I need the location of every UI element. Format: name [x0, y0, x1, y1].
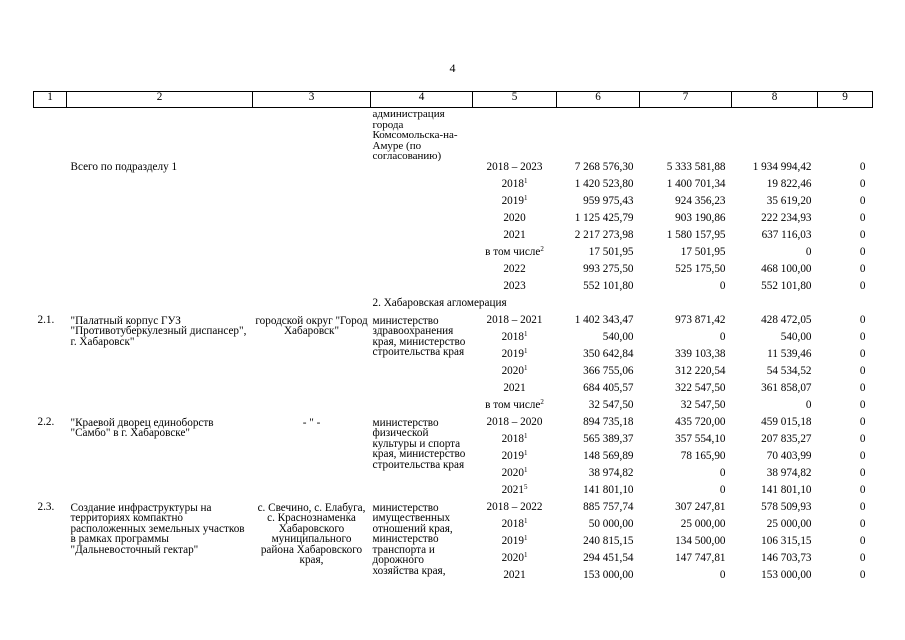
year-label: 2020	[501, 466, 524, 479]
year-label: 2018 – 2022	[486, 500, 543, 513]
footnote-mark: 1	[523, 533, 528, 542]
item-name: "Палатный корпус ГУЗ "Противотуберкулезный диспансер", г. Хабаровск"	[70, 314, 247, 348]
amount-c9: 0	[859, 313, 866, 326]
amount-c9: 0	[859, 534, 866, 547]
section-title-row	[34, 298, 873, 315]
amount-c8: 11 539,46	[767, 347, 812, 360]
amount-c7: 973 871,42	[675, 313, 726, 326]
amount-c9: 0	[859, 483, 866, 496]
item-municipality: - " -	[302, 416, 321, 429]
amount-c8: 552 101,80	[761, 279, 812, 292]
item-number: 2.2.	[37, 415, 55, 428]
footnote-mark: 1	[523, 363, 528, 372]
footnote-mark: 1	[523, 516, 528, 525]
footnote-mark: 2	[540, 244, 544, 253]
column-header: 4	[371, 92, 473, 108]
year-cell	[473, 176, 557, 196]
year-label: 2020	[501, 551, 524, 564]
year-cell	[473, 264, 557, 281]
amount-c6: 1 402 343,47	[574, 313, 634, 326]
amount-c8: 222 234,93	[761, 211, 812, 224]
amount-c6: 1 420 523,80	[574, 177, 634, 190]
year-cell	[473, 417, 557, 434]
amount-c6: 2 217 273,98	[574, 228, 634, 241]
amount-c8: 70 403,99	[766, 449, 812, 462]
amount-c7: 0	[719, 279, 726, 292]
table-row	[34, 247, 873, 264]
table-row	[34, 417, 873, 434]
amount-c8: 459 015,18	[761, 415, 812, 428]
amount-c7: 924 356,23	[675, 194, 726, 207]
year-label: 2021	[503, 568, 526, 581]
year-label: 2020	[503, 211, 526, 224]
amount-c7: 25 000,00	[680, 517, 726, 530]
amount-c8: 578 509,93	[761, 500, 812, 513]
footnote-mark: 5	[523, 482, 528, 491]
table-row	[34, 179, 873, 196]
amount-c7: 1 580 157,95	[666, 228, 726, 241]
year-label: 2021	[503, 381, 526, 394]
item-number: 2.3.	[37, 500, 55, 513]
footnote-mark: 1	[523, 465, 528, 474]
amount-c9: 0	[859, 449, 866, 462]
table-row	[34, 230, 873, 247]
amount-c7: 17 501,95	[680, 245, 726, 258]
year-label: 2018 – 2020	[486, 415, 543, 428]
year-cell	[473, 315, 557, 332]
year-cell	[473, 482, 557, 502]
amount-c8: 468 100,00	[761, 262, 812, 275]
year-label: в том числе	[485, 398, 541, 411]
year-cell	[473, 431, 557, 451]
year-cell	[473, 533, 557, 553]
amount-c7: 1 400 701,34	[666, 177, 726, 190]
year-cell	[473, 363, 557, 383]
column-header: 9	[818, 92, 873, 108]
year-label: 2019	[501, 347, 524, 360]
column-header: 8	[732, 92, 818, 108]
column-header-row	[34, 92, 873, 108]
year-cell	[473, 397, 557, 417]
amount-c7: 5 333 581,88	[666, 160, 726, 173]
year-label: 2018 – 2023	[486, 160, 543, 173]
item-number: 2.1.	[37, 313, 55, 326]
column-header: 3	[253, 92, 371, 108]
amount-c8: 153 000,00	[761, 568, 812, 581]
amount-c9: 0	[859, 177, 866, 190]
amount-c9: 0	[859, 330, 866, 343]
footnote-mark: 1	[523, 431, 528, 440]
table-row	[34, 315, 873, 332]
amount-c7: 322 547,50	[675, 381, 726, 394]
item-executor: министерство имущественных отношений края, министерство транспорта и дорожного хозяйства края,	[372, 501, 453, 577]
amount-c7: 525 175,50	[675, 262, 726, 275]
amount-c6: 294 451,54	[583, 551, 634, 564]
year-cell	[473, 570, 557, 587]
carry-over-row	[34, 108, 873, 162]
footnote-mark: 1	[523, 329, 528, 338]
footnote-mark: 2	[540, 397, 544, 406]
amount-c9: 0	[859, 347, 866, 360]
column-header: 2	[67, 92, 253, 108]
amount-c6: 959 975,43	[583, 194, 634, 207]
amount-c8: 38 974,82	[766, 466, 812, 479]
amount-c8: 25 000,00	[766, 517, 812, 530]
year-cell	[473, 550, 557, 570]
year-cell	[473, 244, 557, 264]
amount-c6: 885 757,74	[583, 500, 634, 513]
year-cell	[473, 329, 557, 349]
amount-c6: 240 815,15	[583, 534, 634, 547]
amount-c6: 17 501,95	[588, 245, 634, 258]
footnote-mark: 1	[523, 550, 528, 559]
amount-c7: 32 547,50	[680, 398, 726, 411]
amount-c7: 0	[719, 466, 726, 479]
amount-c8: 361 858,07	[761, 381, 812, 394]
amount-c9: 0	[859, 500, 866, 513]
amount-c6: 894 735,18	[583, 415, 634, 428]
year-cell	[473, 213, 557, 230]
amount-c9: 0	[859, 415, 866, 428]
amount-c9: 0	[859, 364, 866, 377]
amount-c6: 141 801,10	[583, 483, 634, 496]
table-row	[34, 502, 873, 519]
amount-c6: 684 405,57	[583, 381, 634, 394]
amount-c8: 0	[805, 245, 812, 258]
amount-c7: 339 103,38	[675, 347, 726, 360]
amount-c9: 0	[859, 568, 866, 581]
amount-c7: 312 220,54	[675, 364, 726, 377]
year-label: 2018 – 2021	[486, 313, 543, 326]
amount-c9: 0	[859, 381, 866, 394]
amount-c6: 540,00	[602, 330, 634, 343]
amount-c6: 50 000,00	[588, 517, 634, 530]
item-executor: министерство физической культуры и спорта края, министерство строительства края	[372, 416, 466, 471]
amount-c7: 0	[719, 568, 726, 581]
amount-c9: 0	[859, 432, 866, 445]
year-cell	[473, 465, 557, 485]
amount-c9: 0	[859, 160, 866, 173]
year-cell	[473, 516, 557, 536]
year-label: 2018	[501, 432, 524, 445]
amount-c9: 0	[859, 245, 866, 258]
year-label: 2021	[501, 483, 524, 496]
year-cell	[473, 193, 557, 213]
year-cell	[473, 383, 557, 400]
item-municipality: городской округ "Город Хабаровск"	[255, 314, 368, 337]
amount-c8: 54 534,52	[766, 364, 812, 377]
year-label: в том числе	[485, 245, 541, 258]
amount-c8: 1 934 994,42	[752, 160, 812, 173]
year-label: 2018	[501, 177, 524, 190]
item-name: Создание инфраструктуры на территориях компактно расположенных земельных участков в рамках программы "Дальневосточный гектар"	[70, 501, 245, 556]
amount-c6: 7 268 576,30	[574, 160, 634, 173]
amount-c6: 366 755,06	[583, 364, 634, 377]
amount-c8: 146 703,73	[761, 551, 812, 564]
amount-c6: 148 569,89	[583, 449, 634, 462]
column-header: 1	[34, 92, 67, 108]
amount-c7: 147 747,81	[675, 551, 726, 564]
table-row	[34, 213, 873, 230]
year-label: 2019	[501, 534, 524, 547]
amount-c7: 134 500,00	[675, 534, 726, 547]
amount-c9: 0	[859, 398, 866, 411]
footnote-mark: 1	[523, 193, 528, 202]
amount-c9: 0	[859, 279, 866, 292]
amount-c8: 207 835,27	[761, 432, 812, 445]
year-label: 2018	[501, 330, 524, 343]
item-executor: министерство здравоохранения края, министерство строительства края	[372, 314, 466, 358]
column-header: 5	[473, 92, 557, 108]
amount-c7: 307 247,81	[675, 500, 726, 513]
year-label: 2019	[501, 194, 524, 207]
amount-c6: 565 389,37	[583, 432, 634, 445]
amount-c7: 357 554,10	[675, 432, 726, 445]
item-municipality: с. Свечино, с. Елабуга, с. Краснознаменка Хабаровского муниципального района Хабаровского края,	[257, 501, 366, 566]
column-header: 7	[640, 92, 732, 108]
amount-c9: 0	[859, 194, 866, 207]
year-cell	[473, 502, 557, 519]
year-cell	[473, 162, 557, 179]
table-row	[34, 281, 873, 298]
column-header: 6	[557, 92, 640, 108]
amount-c9: 0	[859, 517, 866, 530]
year-label: 2023	[503, 279, 526, 292]
amount-c7: 0	[719, 330, 726, 343]
amount-c9: 0	[859, 228, 866, 241]
amount-c9: 0	[859, 551, 866, 564]
table-row	[34, 264, 873, 281]
footnote-mark: 1	[523, 448, 528, 457]
amount-c6: 993 275,50	[583, 262, 634, 275]
year-cell	[473, 346, 557, 366]
budget-table	[33, 91, 873, 587]
year-label: 2021	[503, 228, 526, 241]
amount-c8: 428 472,05	[761, 313, 812, 326]
year-label: 2019	[501, 449, 524, 462]
amount-c7: 78 165,90	[680, 449, 726, 462]
amount-c7: 0	[719, 483, 726, 496]
amount-c8: 540,00	[780, 330, 812, 343]
amount-c8: 0	[805, 398, 812, 411]
amount-c9: 0	[859, 466, 866, 479]
footnote-mark: 1	[523, 346, 528, 355]
year-label: 2018	[501, 517, 524, 530]
item-name: "Краевой дворец единоборств "Самбо" в г. Хабаровске"	[70, 416, 214, 439]
amount-c6: 38 974,82	[588, 466, 634, 479]
year-cell	[473, 448, 557, 468]
amount-c6: 350 642,84	[583, 347, 634, 360]
amount-c8: 141 801,10	[761, 483, 812, 496]
table-row	[34, 162, 873, 179]
amount-c6: 153 000,00	[583, 568, 634, 581]
year-cell	[473, 281, 557, 298]
carry-executor: администрация города Комсомольска-на-Амуре (по согласованию)	[372, 108, 458, 162]
amount-c8: 637 116,03	[761, 228, 812, 241]
amount-c8: 19 822,46	[766, 177, 812, 190]
amount-c6: 1 125 425,79	[574, 211, 634, 224]
amount-c9: 0	[859, 262, 866, 275]
year-cell	[473, 230, 557, 247]
footnote-mark: 1	[523, 176, 528, 185]
subtotal-label: Всего по подразделу 1	[70, 160, 178, 173]
amount-c7: 903 190,86	[675, 211, 726, 224]
page-number: 4	[449, 61, 456, 75]
amount-c8: 106 315,15	[761, 534, 812, 547]
amount-c8: 35 619,20	[766, 194, 812, 207]
section-title: 2. Хабаровская агломерация	[372, 296, 507, 309]
year-label: 2020	[501, 364, 524, 377]
amount-c9: 0	[859, 211, 866, 224]
amount-c6: 552 101,80	[583, 279, 634, 292]
table-row	[34, 196, 873, 213]
amount-c6: 32 547,50	[588, 398, 634, 411]
year-label: 2022	[503, 262, 526, 275]
amount-c7: 435 720,00	[675, 415, 726, 428]
